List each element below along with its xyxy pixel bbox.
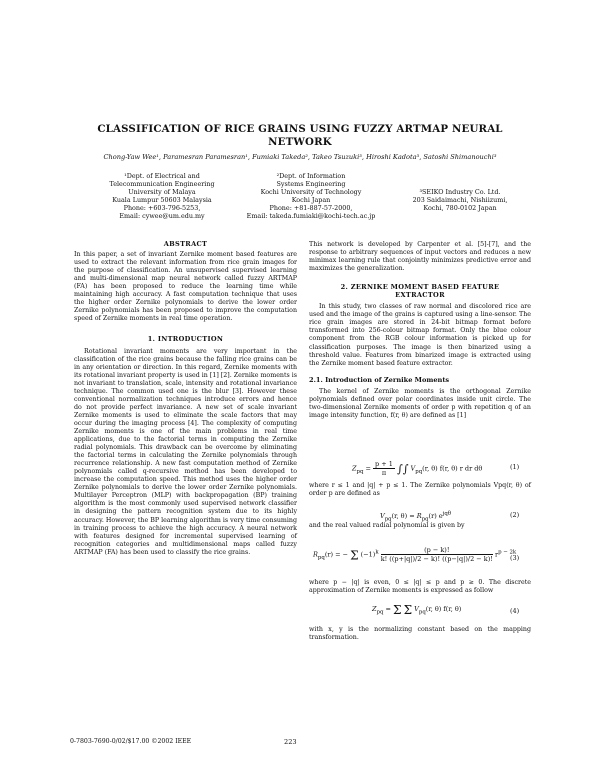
affiliation-line: Kuala Lumpur 50603 Malaysia — [112, 196, 212, 205]
equation-3: $R_{pq}(r)$ = − Σ $(-1)^k$ $\frac{(p - k)!}{k! ((p+|q|)/2 - k)! ((p-|q|)/2 - k)!}$ $r^{p - 2k}$ — [313, 546, 517, 563]
affiliation-line: Telecommunication Engineering — [109, 180, 215, 189]
subsection-2-1-heading: 2.1. Introduction of Zernike Moments — [309, 375, 450, 384]
affiliation-1 — [92, 172, 232, 221]
affiliation-line: Email: cywee@um.edu.my — [119, 212, 205, 221]
equation-1-after: where r ≤ 1 and |q| + p ≤ 1. The Zernike polynomials Vpq(r, θ) of order p are defined as — [309, 482, 531, 498]
affiliation-line: Kochi University of Technology — [260, 188, 362, 197]
affiliation-line: Kochi, 780-0102 Japan — [423, 204, 497, 213]
affiliation-line: University of Malaya — [128, 188, 196, 197]
equation-1-number: (1) — [510, 463, 520, 471]
paper-title-line-1: CLASSIFICATION OF RICE GRAINS USING FUZZY ARTMAP NEURAL — [97, 123, 503, 135]
equation-2: $V_{pq}(r$, $\theta) = R_{pq}(r)$ $e^{jq\theta}$ — [380, 511, 452, 523]
paper-title — [90, 123, 510, 149]
author-list: Chong-Yaw Wee¹, Paramesran Paramesran¹, Fumiaki Takeda², Takeo Tsuzuki³, Hiroshi Kadota³, Satoshi Shimanouchi³ — [103, 153, 497, 161]
left-column — [74, 240, 297, 557]
section-2-text: In this study, two classes of raw normal and discolored rice are used and the image of the grains is captured using a line-sensor. The rice grain images are stored in 24-bit bitmap format before transformed into 256-colour bitmap format. Only the blue colour component from the RGB colour information is picked up for classification purposes. The image is then binarized using a threshold value. Features from binarized image is extracted using the Zernike moment based feature extractor. — [309, 303, 531, 367]
affiliation-line: 203 Saidaimachi, Nishiizumi, — [412, 196, 508, 205]
subsection-2-1-text: The kernel of Zernike moments is the orthogonal Zernike polynomials defined over polar coordinates inside unit circle. The two-dimensional Zernike moments of order p with repetition q of an image intensity function, f(r, θ) are defined as [1] — [309, 387, 531, 419]
equation-3-after: where p − |q| is even, 0 ≤ |q| ≤ p and p ≥ 0. The discrete approximation of Zernike moments is expressed as follow — [309, 579, 531, 595]
abstract-text: In this paper, a set of invariant Zernike moment based features are used to extract the relevant information from rice grain images for the purpose of classification. An unsupervised supervised learning and multi-dimensional map neural network called fuzzy ARTMAP (FA) has been proposed to reduce the learning time while maintaining high accuracy. A fast computation technique that uses the higher order Zernike polynomials to derive the lower order Zernike polynomials has been proposed to improve the computation speed of Zernike moments in real time operation. — [74, 251, 297, 323]
equation-4: $Z_{pq} = \Sigma$ Σ $V_{pq}(r$, θ) f(r, θ) — [372, 603, 462, 617]
copyright-line: 0-7803-7690-0/02/$17.00 ©2002 IEEE — [70, 738, 192, 745]
affiliation-line: Phone: +603-796-5253, — [123, 204, 201, 213]
equation-4-after: with x, y is the normalizing constant based on the mapping transformation. — [309, 626, 531, 642]
equation-3-number: (3) — [510, 554, 520, 562]
affiliation-line: ³SEIKO Industry Co. Ltd. — [419, 188, 501, 196]
affiliation-line: ¹Dept. of Electrical and — [124, 172, 200, 180]
affiliation-line: Email: takeda.fumiaki@kochi-tech.ac.jp — [246, 212, 376, 221]
equation-4-number: (4) — [510, 607, 520, 615]
right-column — [309, 241, 531, 420]
section-2-heading-line-1: 2. ZERNIKE MOMENT BASED FEATURE — [340, 283, 500, 292]
equation-1: $Z_{pq}$ = $\frac{p + 1}{\pi}$ ∫∫ $V_{pq}(r$, θ) f(r, θ) r dr dθ — [352, 460, 483, 477]
affiliation-line: Kochi Japan — [291, 196, 331, 205]
affiliation-3 — [395, 188, 525, 212]
right-intro-text: This network is developed by Carpenter et al. [5]-[7], and the response to arbitrary sequences of input vectors and reduces a new minimax learning rule that conjointly minimizes predictive error and maximizes the generalization. — [309, 241, 531, 273]
affiliation-2 — [236, 172, 386, 221]
paper-title-line-2: NETWORK — [268, 136, 332, 148]
affiliation-line: Systems Engineering — [276, 180, 346, 189]
introduction-heading: 1. INTRODUCTION — [147, 335, 224, 344]
equation-2-after: and the real valued radial polynomial is given by — [309, 522, 465, 529]
abstract-heading: ABSTRACT — [163, 240, 208, 248]
affiliation-line: ²Dept. of Information — [276, 172, 346, 180]
section-2-heading-line-2: EXTRACTOR — [395, 291, 445, 300]
introduction-text: Rotational invariant moments are very important in the classification of the rice grains because the falling rice grains can be in any orientation or direction. In this regard, Zernike moments with its rotational invariant property is used in [1] [2]. Zernike moments is not invariant to translation, scale, intensity and rotational invariance technique. The common used one is the blur [3]. However these conventional normalization techniques introduce errors and hence do not provide perfect invariance. A new set of scale invariant Zernike moments is used to eliminate the scale factors that may occur during the imaging process [4]. The complexity of computing Zernike moments is one of the main problems in real time applications, due to the factorial terms in computing the Zernike radial polynomials. This drawback can be overcome by eliminating the factorial terms in calculating the Zernike polynomials through recurrence relationship. A new fast computation method of Zernike polynomials called q-recursive method has been developed to increase the computation speed. This method uses the higher order Zernike polynomials to derive the lower order Zernike polynomials. Multilayer Perceptron (MLP) with backpropagation (BP) training algorithm is the most commonly used supervised network classifier in designing the pattern recognition system due to its highly accuracy. However, the BP learning algorithm is very time consuming in training process to achieve the high accuracy. A neural network with features designed for incremental supervised learning of recognition categories and multidimensional maps called fuzzy ARTMAP (FA) has been used to classify the rice grains. — [74, 347, 297, 556]
equation-2-number: (2) — [510, 511, 520, 519]
affiliation-line: Phone: +81-887-57-2000, — [269, 204, 353, 213]
page-number: 223 — [284, 738, 297, 746]
